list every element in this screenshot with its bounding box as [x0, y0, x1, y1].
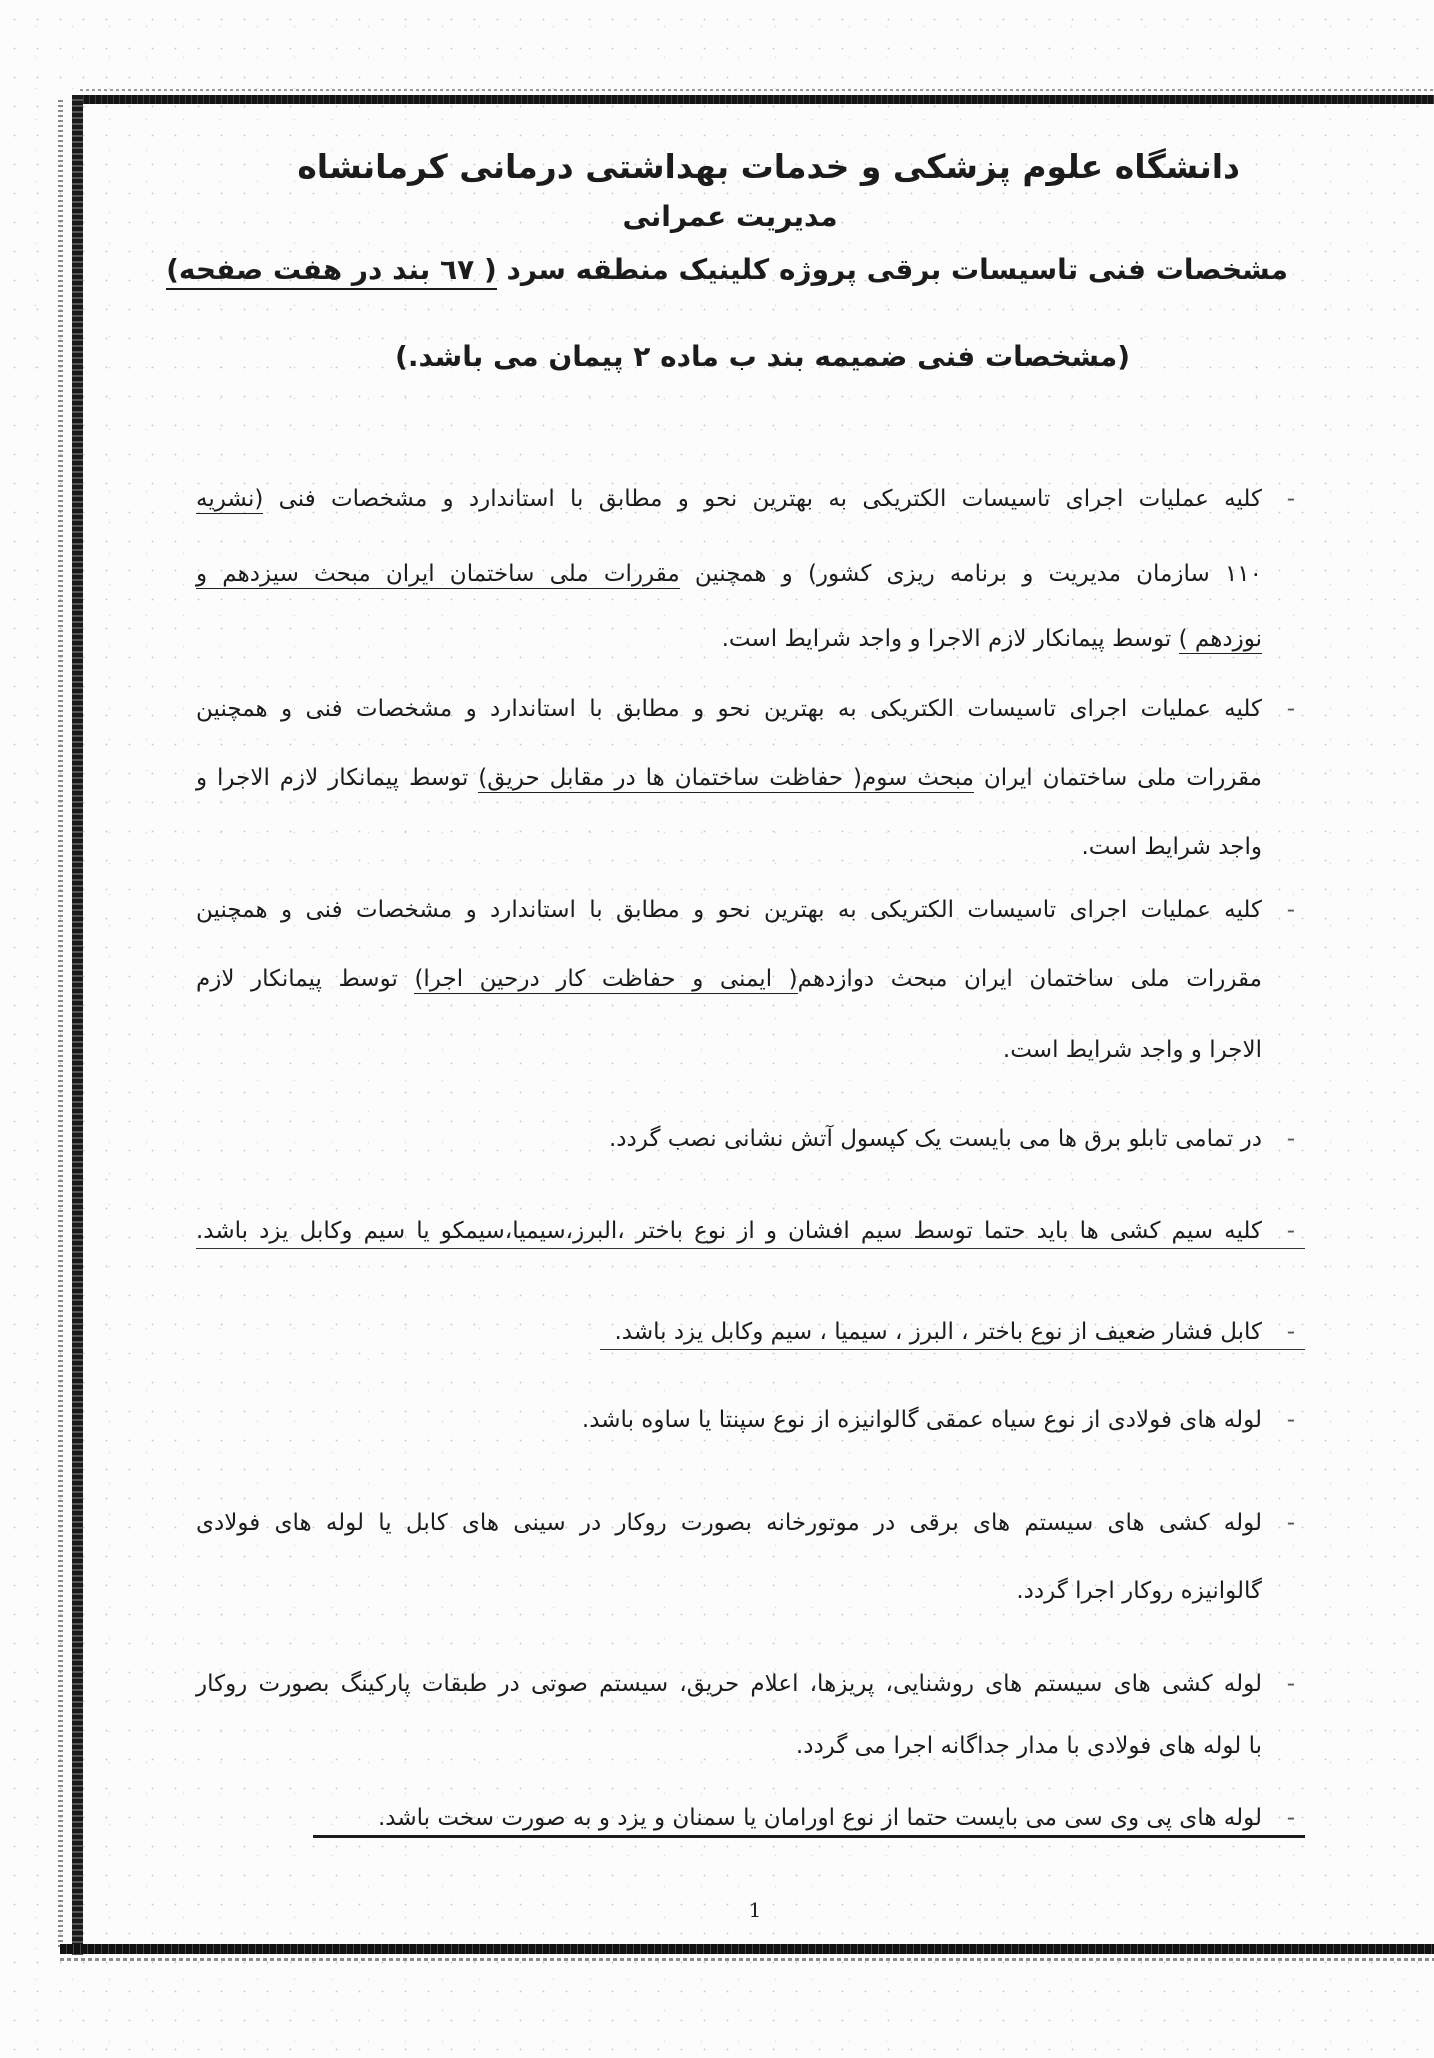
spec-item-8-line-1 [196, 1506, 1305, 1540]
underlined-text: مبحث سوم( حفاظت ساختمان ها در مقابل حریق) [478, 765, 974, 791]
underlined-text: (نشریه [196, 486, 264, 512]
spec-item-marker: - [1286, 486, 1295, 512]
line-text: با لوله های فولادی با مدار جداگانه اجرا می گردد. [795, 1733, 1262, 1759]
spec-item-10-line-1 [313, 1801, 1305, 1838]
page-border-left-outer [58, 100, 63, 1950]
line-text: الاجرا و واجد شرایط است. [1002, 1037, 1262, 1063]
line-text: در تمامی تابلو برق ها می بایست یک کپسول آتش نشانی نصب گردد. [608, 1126, 1262, 1152]
line-text: لوله های فولادی از نوع سیاه عمقی گالوانیزه از نوع سپنتا یا ساوه باشد. [581, 1407, 1262, 1433]
line-text: لوله کشی های سیستم های برقی در موتورخانه بصورت روکار در سینی های کابل یا لوله های فولادی [196, 1510, 1262, 1536]
page-border-left [72, 95, 83, 1955]
line-text-after: توسط پیمانکار لازم الاجرا و [196, 765, 479, 791]
line-text: کلیه عملیات اجرای تاسیسات الکتریکی به بهترین نحو و مطابق با استاندارد و مشخصات فنی [263, 486, 1262, 512]
spec-item-marker: - [1286, 897, 1295, 923]
underlined-text: نوزدهم ) [1178, 626, 1262, 652]
underlined-text: ( ایمنی و حفاظت کار درحین اجرا) [414, 966, 798, 992]
spec-item-3-line-1 [196, 893, 1305, 927]
page-number: 1 [748, 1898, 762, 1922]
spec-item-9-line-2 [196, 1729, 1305, 1763]
page-border-top-thin [80, 89, 1434, 91]
page-border-bottom [60, 1944, 1434, 1954]
spec-item-marker: - [1286, 1126, 1295, 1152]
underlined-text: مقررات ملی ساختمان ایران مبحث سیزدهم و [196, 561, 680, 587]
spec-item-marker: - [1286, 1319, 1295, 1345]
spec-item-marker: - [1286, 1510, 1295, 1536]
spec-item-1-line-2 [196, 557, 1305, 591]
spec-item-4-line-1 [196, 1122, 1305, 1156]
document-title-scope: ( ٦٧ بند در هفت صفحه) [166, 253, 497, 290]
spec-item-marker: - [1286, 1805, 1295, 1831]
line-text: کلیه عملیات اجرای تاسیسات الکتریکی به بهترین نحو و مطابق با استاندارد و مشخصات فنی و همچنین [196, 696, 1262, 722]
line-text: واجد شرایط است. [1081, 834, 1262, 860]
document-title [166, 248, 1288, 292]
line-text: لوله های پی وی سی می بایست حتما از نوع اورامان یا سمنان و یزد و به صورت سخت باشد. [377, 1805, 1262, 1831]
page-border-top [72, 95, 1434, 104]
line-text: ١١٠ سازمان مدیریت و برنامه ریزی کشور) و همچنین [679, 561, 1262, 587]
document-title-text: مشخصات فنی تاسیسات برقی پروژه کلینیک منطقه سرد [496, 253, 1288, 286]
line-text: توسط پیمانکار لازم الاجرا و واجد شرایط است. [721, 626, 1179, 652]
spec-item-marker: - [1286, 1407, 1295, 1433]
line-text: کلیه عملیات اجرای تاسیسات الکتریکی به بهترین نحو و مطابق با استاندارد و مشخصات فنی و همچنین [196, 897, 1262, 923]
spec-item-3-line-3 [196, 1033, 1305, 1067]
spec-item-1-line-3 [196, 622, 1305, 656]
spec-item-marker: - [1286, 1671, 1295, 1697]
document-subtitle: (مشخصات فنی ضمیمه بند ب ماده ٢ پیمان می باشد.) [395, 340, 1130, 373]
line-text: مقررات ملی ساختمان ایران مبحث دوازدهم [797, 966, 1263, 992]
spec-item-8-line-2 [196, 1574, 1305, 1608]
spec-item-6-line-1 [600, 1315, 1305, 1350]
line-text: لوله کشی های سیستم های روشنایی، پریزها، اعلام حریق، سیستم صوتی در طبقات پارکینگ بصورت روکار [196, 1671, 1262, 1697]
page-border-bottom-thin [60, 1958, 1434, 1961]
line-text: کابل فشار ضعیف از نوع باختر ، البرز ، سیمیا ، سیم وکابل یزد باشد. [614, 1319, 1262, 1345]
spec-item-1-line-1 [196, 482, 1305, 516]
spec-item-marker: - [1286, 1218, 1295, 1244]
spec-item-7-line-1 [196, 1403, 1305, 1437]
spec-item-9-line-1 [196, 1667, 1305, 1701]
university-name: دانشگاه علوم پزشکی و خدمات بهداشتی درمانی کرمانشاه [297, 147, 1240, 186]
department-name: مدیریت عمرانی [622, 200, 838, 233]
line-text-after: توسط پیمانکار لازم [196, 966, 415, 992]
spec-item-2-line-1 [196, 692, 1305, 726]
line-text: مقررات ملی ساختمان ایران [973, 765, 1262, 791]
spec-item-3-line-2 [196, 962, 1305, 996]
spec-item-2-line-2 [196, 761, 1305, 795]
spec-item-5-line-1 [196, 1214, 1305, 1249]
spec-item-marker: - [1286, 696, 1295, 722]
line-text: کلیه سیم کشی ها باید حتما توسط سیم افشان و از نوع باختر ،البرز،سیمیا،سیمکو یا سیم وکابل یزد باشد. [196, 1218, 1262, 1244]
line-text: گالوانیزه روکار اجرا گردد. [1016, 1578, 1262, 1604]
spec-item-2-line-3 [196, 830, 1305, 864]
